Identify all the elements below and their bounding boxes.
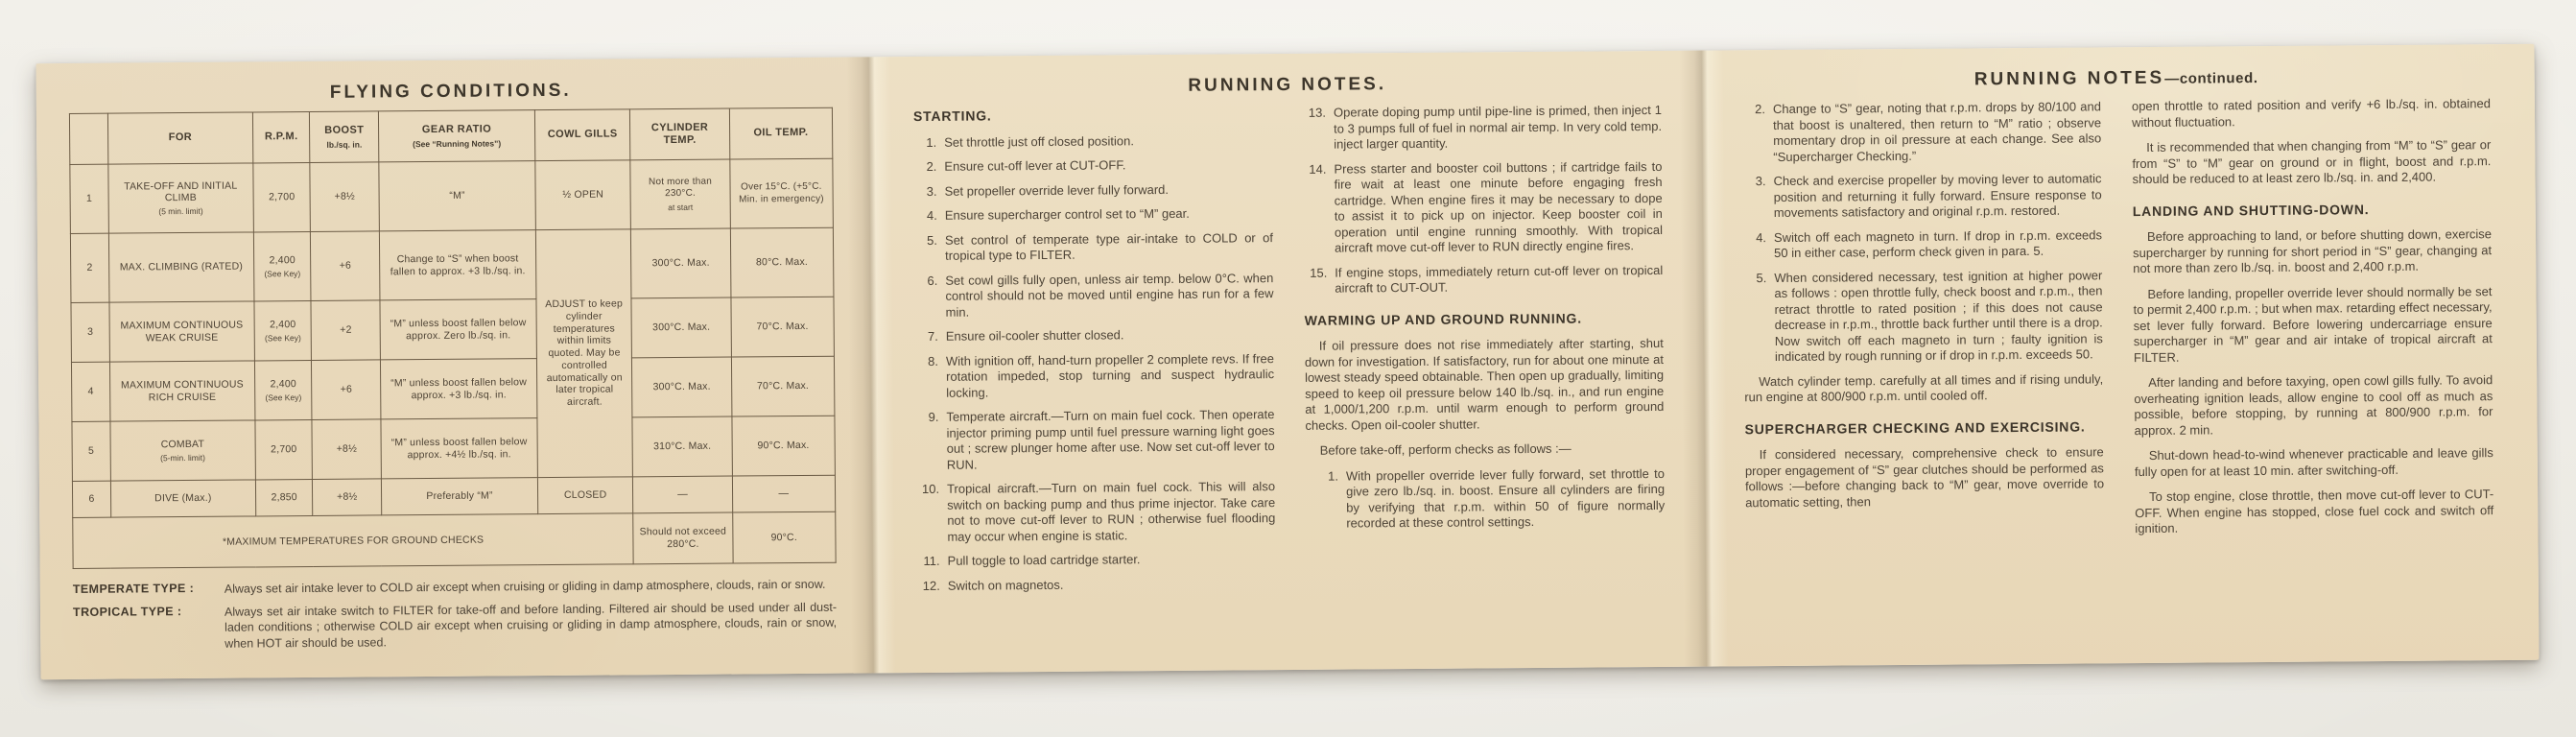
item-text: Set propeller override lever fully forward. bbox=[944, 181, 1170, 199]
item-text: When considered necessary, test ignition at higher power as follows : open throttle fully, check boost and r.p.m., then retract throttle to rated position ; if this does not cause decrease in r.p.m., throttle back further until there is a drop. Now switch off each magneto in turn ; faulty ignition is indicated by rough running or if drop in r.p.m. exceeds 50. bbox=[1774, 267, 2103, 365]
list-item bbox=[917, 576, 1276, 594]
footer-cylinder-temp: Should not exceed 280°C. bbox=[633, 512, 733, 564]
item-number: 2. bbox=[1755, 102, 1766, 117]
flying-conditions-table bbox=[69, 107, 837, 569]
paragraph: After landing and before taxying, open cowl gills fully. To avoid overheating ignition leads, allow engine to cool off as much as possible, before stopping, by running at 800/900 r.p.m. for approx. 2 min. bbox=[2134, 372, 2493, 438]
list-item bbox=[913, 156, 1272, 175]
header-gear-ratio: GEAR RATIO (See “Running Notes”) bbox=[378, 110, 534, 162]
item-number: 12. bbox=[922, 578, 940, 593]
item-number: 2. bbox=[926, 158, 937, 174]
header-boost: BOOST lb./sq. in. bbox=[310, 111, 379, 163]
header-row-number bbox=[69, 113, 107, 164]
paragraph: Before approaching to land, or before shutting down, exercise supercharger by running for short period in “S” gear, changing at not more than zero lb./sq. in. boost and 2,400 r.p.m. bbox=[2133, 226, 2493, 276]
item-number: 3. bbox=[1755, 174, 1766, 189]
item-text: Set cowl gills fully open, unless air temp. below 0°C. when control should not be moved until engine has run for a few min. bbox=[945, 270, 1274, 320]
running-notes-columns bbox=[913, 103, 1666, 603]
running-notes-col-1 bbox=[913, 106, 1276, 603]
ground-checks-footnote: *MAXIMUM TEMPERATURES FOR GROUND CHECKS bbox=[73, 513, 634, 569]
item-text: If engine stops, immediately return cut-off lever on tropical aircraft to CUT-OUT. bbox=[1335, 262, 1664, 296]
gear-change-recommendation: It is recommended that when changing from “M” to “S” gear or from “S” to “M” gear on ground or in flight, boost and r.p.m. should be reduced to at least zero lb./sq. in. and 2,400. bbox=[2132, 137, 2492, 187]
warming-up-heading: WARMING UP AND GROUND RUNNING. bbox=[1304, 310, 1582, 328]
list-item bbox=[914, 230, 1273, 265]
item-text: Ensure supercharger control set to “M” gear. bbox=[944, 205, 1190, 223]
list-item bbox=[1303, 103, 1662, 153]
list-item bbox=[915, 326, 1274, 345]
type-note-label: TEMPERATE TYPE : bbox=[72, 581, 195, 596]
before-takeoff-checks-continued bbox=[1742, 99, 2103, 365]
item-number: 8. bbox=[928, 353, 939, 368]
list-item bbox=[916, 479, 1276, 545]
starting-list bbox=[913, 132, 1276, 594]
item-text: Tropical aircraft.—Turn on main fuel cock. This will also switch on backing pump and thus prime injector. Take care not to move cut-off lever to RUN ; otherwise fuel flooding may occur when engine is static. bbox=[946, 479, 1276, 544]
list-item bbox=[1315, 465, 1666, 532]
panel-running-notes-continued bbox=[1701, 44, 2539, 667]
type-note-text: Always set air intake switch to FILTER for take-off and before landing. Filtered air should be used under all dust-laden conditions ; otherwise COLD air except when cruising or gliding in damp atmosphere, clouds, rain or snow, when HOT air should be used. bbox=[224, 600, 838, 651]
header-cylinder-temp: CYLINDER TEMP. bbox=[630, 108, 730, 160]
starting-heading: STARTING. bbox=[912, 107, 992, 125]
list-item bbox=[915, 351, 1274, 401]
cowl-gills-merged-cell: ADJUST to keep cylinder temperatures within limits quoted. May be controlled automatically on later tropical aircraft. bbox=[535, 229, 632, 478]
air-intake-type-note bbox=[73, 577, 837, 599]
item-number: 4. bbox=[1756, 229, 1767, 245]
item-text: Press starter and booster coil buttons ; if cartridge fails to fire wait at least one minute before engaging fresh cartridge. When engine fires it may be necessary to dope to assist it to pick up on injector. Keep booster coil in operation until engine running smoothly. With tropical aircraft move cut-off lever to RUN directly engine fires. bbox=[1334, 158, 1663, 255]
supercharger-paragraph-continuation: open throttle to rated position and verify +6 lb./sq. in. obtained without fluctuation. bbox=[2131, 96, 2491, 130]
list-item bbox=[915, 407, 1275, 473]
header-oil-temp: OIL TEMP. bbox=[729, 107, 833, 159]
landing-heading: LANDING AND SHUTTING-DOWN. bbox=[2132, 201, 2370, 219]
header-for: FOR bbox=[107, 112, 252, 164]
table-header-row bbox=[69, 107, 832, 164]
continued-columns bbox=[1742, 96, 2494, 550]
running-notes-col-2 bbox=[1303, 103, 1666, 600]
item-text: Set control of temperate type air-intake to COLD or of tropical type to FILTER. bbox=[944, 229, 1274, 263]
item-number: 11. bbox=[923, 553, 940, 568]
item-text: Operate doping pump until pipe-line is primed, then inject 1 to 3 pumps full of fuel in normal air temp. In very cold temp. inject larger quantity. bbox=[1333, 102, 1663, 152]
before-takeoff-checks-list bbox=[1306, 465, 1666, 532]
table-row: 3 MAXIMUM CONTINUOUS WEAK CRUISE 2,400 (See Key) +2 “M” unless boost fallen below approx. Zero lb./sq. in. 300°C. Max. 70°C. Max. bbox=[71, 297, 834, 362]
table-row: 1 TAKE-OFF AND INITIAL CLIMB (5 min. limit) 2,700 +8½ “M” ½ OPEN Not more than 230°C. at start Over 15°C. (+5°C. Min. in emergency) bbox=[70, 158, 834, 233]
table-footer-row bbox=[73, 511, 836, 568]
supercharger-heading: SUPERCHARGER CHECKING AND EXERCISING. bbox=[1744, 417, 2086, 437]
item-text: Ensure cut-off lever at CUT-OFF. bbox=[944, 157, 1126, 174]
item-number: 5. bbox=[927, 232, 938, 248]
item-number: 6. bbox=[927, 273, 938, 288]
list-item bbox=[914, 205, 1273, 224]
list-item bbox=[917, 551, 1276, 569]
list-item bbox=[913, 132, 1272, 151]
type-note-text: Always set air intake lever to COLD air except when cruising or gliding in damp atmosphere, clouds, rain or snow. bbox=[224, 577, 826, 596]
paragraph: To stop engine, close throttle, then move cut-off lever to CUT-OFF. When engine has stopped, close fuel cock and switch off ignition. bbox=[2135, 487, 2494, 536]
item-text: Change to “S” gear, noting that r.p.m. drops by 80/100 and that boost is unaltered, then return to “M” ratio ; observe momentary drop in oil pressure at each change. See also “Supercharger Checking.” bbox=[1772, 99, 2102, 164]
header-cowl-gills: COWL GILLS bbox=[534, 109, 630, 161]
item-text: Switch off each magneto in turn. If drop in r.p.m. exceeds 50 in either case, perform check given in para. 5. bbox=[1773, 226, 2103, 261]
table-row: 6 DIVE (Max.) 2,850 +8½ Preferably “M” CLOSED — — bbox=[72, 475, 835, 517]
supercharger-paragraph: If considered necessary, comprehensive check to ensure proper engagement of “S” gear clutches should be performed as follows :—before changing back to “M” gear, move override to automatic setting, then bbox=[1744, 444, 2105, 510]
list-item bbox=[1742, 99, 2102, 165]
item-number: 10. bbox=[921, 481, 940, 496]
running-notes-title: RUNNING NOTES. bbox=[1188, 74, 1387, 96]
list-item bbox=[1304, 262, 1663, 297]
list-item bbox=[1743, 227, 2102, 262]
running-notes-continued-title: RUNNING NOTES—continued. bbox=[1973, 67, 2258, 90]
list-item bbox=[1743, 268, 2103, 366]
air-intake-type-note bbox=[73, 599, 837, 653]
list-item bbox=[1303, 158, 1663, 256]
footer-oil-temp: 90°C. bbox=[732, 511, 836, 563]
table-row: 5 COMBAT (5-min. limit) 2,700 +8½ “M” unless boost fallen below approx. +4½ lb./sq. in. 310°C. Max. 90°C. Max. bbox=[72, 416, 835, 481]
item-number: 13. bbox=[1308, 105, 1327, 120]
flying-conditions-title: FLYING CONDITIONS. bbox=[329, 80, 572, 103]
starting-list-continued bbox=[1303, 103, 1664, 297]
item-number: 4. bbox=[926, 207, 937, 223]
item-text: With ignition off, hand-turn propeller 2 complete revs. If free rotation impeded, stop turning and suspect hydraulic locking. bbox=[945, 350, 1275, 400]
continued-col-2 bbox=[2132, 96, 2494, 546]
list-item bbox=[914, 271, 1273, 321]
item-number: 14. bbox=[1309, 161, 1327, 177]
paragraph: Before landing, propeller override lever should normally be set to permit 2,400 r.p.m. ; but when max. retarding effect necessary, set lever fully forward. Before lowering undercarriage ensure supercharger in “M” gear and air intake of tropical aircraft at FILTER. bbox=[2133, 283, 2493, 365]
item-number: 1. bbox=[926, 134, 937, 150]
panel-flying-conditions bbox=[36, 57, 874, 679]
air-intake-type-notes bbox=[73, 577, 838, 653]
item-number: 5. bbox=[1756, 270, 1767, 285]
item-text: Temperate aircraft.—Turn on main fuel cock. Then operate injector priming pump until fuel pressure warning light goes out ; screw plunger home after use. Now set cut-off lever to RUN. bbox=[946, 407, 1275, 472]
item-text: Set throttle just off closed position. bbox=[944, 132, 1135, 150]
item-number: 9. bbox=[928, 409, 939, 424]
item-text: Check and exercise propeller by moving lever to automatic position and returning it fully forward. Ensure response to movements satisfactory and original r.p.m. restored. bbox=[1773, 171, 2102, 221]
list-item bbox=[1742, 171, 2101, 221]
item-number: 3. bbox=[926, 183, 937, 199]
header-rpm: R.P.M. bbox=[252, 111, 310, 162]
list-item bbox=[914, 181, 1273, 200]
item-text: Switch on magnetos. bbox=[947, 577, 1064, 593]
table-row: 4 MAXIMUM CONTINUOUS RICH CRUISE 2,400 (See Key) +6 “M” unless boost fallen below approx. +3 lb./sq. in. 300°C. Max. 70°C. Max. bbox=[71, 356, 834, 421]
table-row: 2 MAX. CLIMBING (RATED) 2,400 (See Key) +6 Change to “S” when boost fallen to approx. +3 lb./sq. in. ADJUST to keep cylinder temperatures within limits quoted. May be controlled automatically on later tropical aircraft. 300°C. Max. 80°C. Max. bbox=[70, 227, 834, 302]
paragraph: Shut-down head-to-wind whenever practicable and leave gills fully open for at least 10 min. after switching-off. bbox=[2134, 445, 2493, 479]
item-number: 7. bbox=[927, 328, 938, 344]
item-text: Ensure oil-cooler shutter closed. bbox=[945, 327, 1124, 344]
type-note-label: TROPICAL TYPE : bbox=[72, 604, 182, 619]
panel-running-notes bbox=[868, 51, 1706, 674]
continued-col-1 bbox=[1742, 99, 2105, 549]
warming-up-paragraph: If oil pressure does not rise immediately after starting, shut down for investigation. If satisfactory, run for about one minute at lowest steady speed obtainable. Then open up gradually, limiting speed to keep oil pressure below 140 lb./sq. in., and run engine at 1,000/1,200 r.p.m. until warm enough to perform ground checks. Open oil-cooler shutter. bbox=[1304, 335, 1665, 433]
landing-paragraphs bbox=[2133, 226, 2494, 536]
item-text: With propeller override lever fully forward, set throttle to give zero lb./sq. in. boost. Ensure all cylinders are firing by verifying that r.p.m. within 50 of figure normally recorded at these control settings. bbox=[1345, 465, 1666, 531]
item-number: 1. bbox=[1328, 468, 1338, 484]
item-number: 15. bbox=[1310, 265, 1328, 280]
watch-cylinder-temp-paragraph: Watch cylinder temp. carefully at all times and if rising unduly, run engine at 800/900 r.p.m. until cooled off. bbox=[1744, 370, 2104, 405]
pilots-notes-card bbox=[36, 44, 2540, 679]
before-takeoff-intro: Before take-off, perform checks as follows :— bbox=[1319, 440, 1572, 458]
item-text: Pull toggle to load cartridge starter. bbox=[947, 552, 1141, 568]
